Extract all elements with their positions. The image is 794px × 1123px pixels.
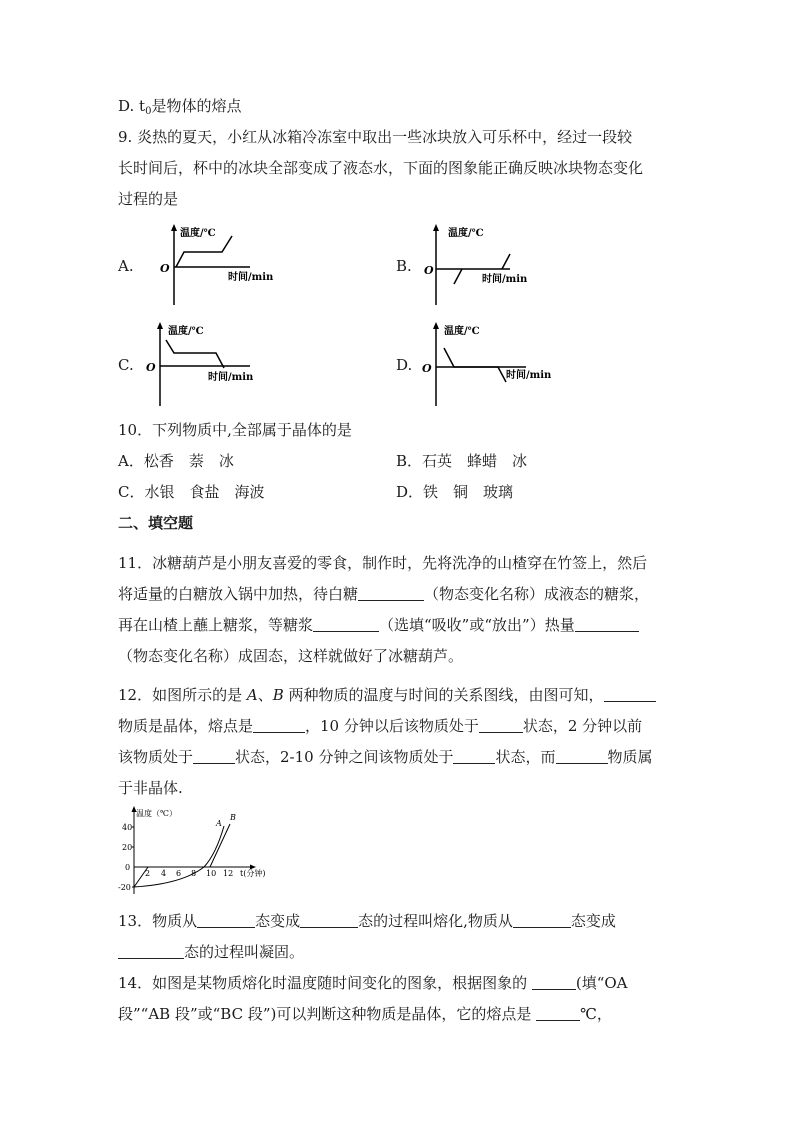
x-tick-labels (145, 869, 233, 878)
q8-option-d: D. $t_0$是物体的熔点 (118, 97, 242, 117)
q9-option-b-letter[interactable]: B. (396, 257, 412, 275)
q13-blank-2[interactable] (300, 912, 358, 928)
origin-label: O (422, 362, 432, 375)
y-tick-0: 0 (125, 863, 131, 872)
q14-line1: 14．如图是某物质熔化时温度随时间变化的图象，根据图象的 (填“OA (118, 974, 628, 992)
q9-graph-b (410, 220, 550, 310)
y-axis-arrow-icon (157, 322, 163, 329)
q13-line1: 13．物质从 态变成 态的过程叫熔化,物质从 态变成 (118, 912, 616, 930)
y-axis-label: 温度（℃） (136, 809, 177, 818)
x-tick-2: 2 (145, 869, 151, 878)
q10-stem: 10．下列物质中,全部属于晶体的是 (118, 421, 352, 439)
y-tick-40: 40 (122, 823, 133, 832)
q13-blank-3[interactable] (513, 912, 571, 928)
q12-line1: 12．如图所示的是 A、B 两种物质的温度与时间的关系图线，由图可知， (118, 685, 656, 705)
curve-c (166, 340, 224, 368)
y-axis-arrow-icon (433, 322, 439, 329)
q13-blank-4[interactable] (118, 943, 184, 959)
q11-blank-2[interactable] (313, 616, 379, 632)
origin-label: O (146, 361, 156, 374)
origin-label: O (424, 264, 434, 277)
origin-label: O (160, 262, 170, 275)
q11-line4: （物态变化名称）成固态，这样就做好了冰糖葫芦。 (118, 647, 464, 665)
x-axis-label: 时间/min (482, 274, 528, 285)
q13-blank-1[interactable] (197, 912, 255, 928)
q12-line3: 该物质处于 状态，2-10 分钟之间该物质处于 状态，而 物质属 (118, 748, 653, 766)
y-axis-arrow-icon (433, 224, 439, 231)
q12-blank-4[interactable] (193, 748, 235, 764)
curve-a-label: A (216, 819, 222, 828)
x-axis-label: 时间/min (228, 272, 274, 283)
q12-line2: 物质是晶体，熔点是 ，10 分钟以后该物质处于 状态，2 分钟以前 (118, 717, 643, 735)
curve-b-label: B (230, 813, 236, 822)
q10-option-c[interactable]: C．水银 食盐 海波 (118, 483, 265, 501)
q12-blank-2[interactable] (253, 717, 305, 733)
y-tick-labels (118, 823, 132, 892)
x-tick-8: 8 (191, 869, 197, 878)
q9-graph-c (140, 318, 280, 410)
q12-blank-5[interactable] (453, 748, 495, 764)
q12-graph (112, 802, 292, 902)
x-tick-12: 12 (223, 869, 234, 878)
y-tick-neg20: -20 (118, 883, 131, 892)
x-axis-label: 时间/min (208, 372, 254, 383)
q9-stem-line1: 9. 炎热的夏天，小红从冰箱冷冻室中取出一些冰块放入可乐杯中，经过一段较 (118, 128, 633, 146)
q14-blank-2[interactable] (536, 1005, 580, 1021)
q12-blank-3[interactable] (479, 717, 523, 733)
curve-b-rise-1 (454, 269, 462, 284)
q11-line1: 11．冰糖葫芦是小朋友喜爱的零食，制作时，先将洗净的山楂穿在竹签上，然后 (118, 554, 648, 572)
q14-line2: 段”“AB 段”或“BC 段”)可以判断这种物质是晶体，它的熔点是 ℃， (118, 1005, 612, 1023)
y-axis-arrow-icon (171, 224, 177, 231)
q9-graph-a (150, 220, 290, 310)
q12-blank-1[interactable] (604, 686, 656, 702)
q11-blank-3[interactable] (575, 616, 639, 632)
q9-option-d-letter[interactable]: D. (396, 356, 413, 374)
x-axis-label: t(分钟) (240, 869, 266, 878)
y-tick-20: 20 (122, 843, 133, 852)
q9-option-c-letter[interactable]: C. (118, 356, 134, 374)
y-axis-label: 温度/℃ (180, 228, 216, 239)
section-heading: 二、填空题 (118, 514, 194, 532)
q11-blank-1[interactable] (358, 585, 424, 601)
y-axis-label: 温度/℃ (168, 326, 204, 337)
q11-line3: 再在山楂上蘸上糖浆，等糖浆 （选填“吸收”或“放出”）热量 (118, 615, 639, 635)
q12-line4: 于非晶体. (118, 779, 183, 797)
q13-line2: 态的过程叫凝固。 (118, 942, 304, 962)
curve-b-rise-2 (502, 254, 510, 269)
x-tick-10: 10 (206, 869, 217, 878)
x-tick-6: 6 (176, 869, 182, 878)
x-tick-4: 4 (161, 869, 167, 878)
q9-stem-line3: 过程的是 (118, 190, 179, 208)
q14-blank-1[interactable] (532, 974, 576, 990)
q11-line2: 将适量的白糖放入锅中加热，待白糖 （物态变化名称）成液态的糖浆， (118, 585, 650, 603)
q12-blank-6[interactable] (556, 748, 608, 764)
y-axis-label: 温度/℃ (444, 326, 480, 337)
curve-a (176, 236, 232, 267)
q9-stem-line2: 长时间后，杯中的冰块全部变成了液态水，下面的图象能正确反映冰块物态变化 (118, 159, 644, 177)
curve-d (444, 348, 506, 382)
y-axis-label: 温度/℃ (448, 228, 484, 239)
q10-option-b[interactable]: B．石英 蜂蜡 冰 (396, 452, 528, 470)
x-axis-label: 时间/min (506, 370, 552, 381)
q10-option-a[interactable]: A．松香 萘 冰 (118, 452, 234, 470)
q10-option-d[interactable]: D．铁 铜 玻璃 (396, 483, 514, 501)
q9-option-a-letter[interactable]: A. (118, 257, 134, 275)
q9-graph-d (414, 318, 559, 410)
